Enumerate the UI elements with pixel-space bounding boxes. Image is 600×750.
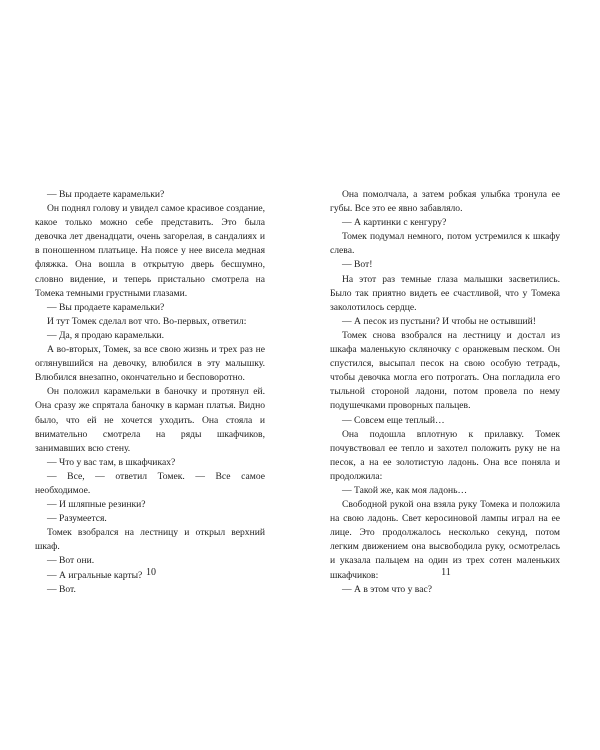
paragraph: Томек подумал немного, потом устремился к шкафу слева.: [330, 231, 560, 257]
paragraph: — Да, я продаю карамельки.: [47, 329, 165, 341]
paragraph: — И шляпные резинки?: [47, 499, 146, 511]
paragraph: — А игральные карты?: [47, 569, 143, 581]
paragraph: — Что у вас там, в шкафчиках?: [47, 456, 176, 468]
paragraph: — Совсем еще теплый…: [342, 414, 445, 426]
paragraph: Он положил карамельки в баночку и протянул ей. Она сразу же спрятала баночку в карман платья. Видно было, что ей не хочется уходить. Она стояла и внимательно смотрела на ряды шкафчиков, занимавших всю стену.: [35, 386, 265, 454]
page-number-right: 11: [441, 567, 451, 578]
paragraph: — Вот.: [47, 583, 76, 595]
paragraph: А во-вторых, Томек, за все свою жизнь и трех раз не оглянувшийся на девочку, влюбился в эту малышку. Влюбился внезапно, окончательно и бесповоротно.: [35, 344, 265, 384]
paragraph: — А в этом что у вас?: [342, 583, 432, 595]
paragraph: — Такой же, как моя ладонь…: [342, 484, 468, 496]
left-page: [35, 188, 265, 597]
paragraph: — Все, — ответил Томек. — Все самое необходимое.: [35, 470, 265, 496]
paragraph: Томек взобрался на лестницу и открыл верхний шкаф.: [35, 527, 265, 553]
paragraph: Он поднял голову и увидел самое красивое создание, какое только можно себе представить. Это была девочка лет двенадцати, очень загорелая, в сандалиях и в поношенном платьице. На поясе у нее висела медная фляжка. Она вошла в открытую дверь бесшумно, словно видение, и теперь пристально смотрела на Томека темными грустными глазами.: [35, 203, 265, 299]
page-number-left: 10: [146, 567, 156, 578]
paragraph: Она помолчала, а затем робкая улыбка тронула ее губы. Все это ее явно забавляло.: [330, 189, 560, 215]
paragraph: — Вы продаете карамельки?: [47, 301, 165, 313]
paragraph: — Вот!: [342, 259, 373, 271]
paragraph: — Вы продаете карамельки?: [47, 189, 165, 200]
right-page: [330, 188, 560, 597]
paragraph: Томек снова взобрался на лестницу и достал из шкафа маленькую скляночку с оранжевым песком. Он спустился, высыпал песок на свою особую тетрадь, чтобы девочка могла его потрогать. Она погладила его тыльной стороной ладони, потом провела по нему подушечками проворных пальцев.: [330, 329, 560, 412]
paragraph: — А картинки с кенгуру?: [342, 217, 447, 229]
paragraph: Она подошла вплотную к прилавку. Томек почувствовал ее тепло и захотел положить руку не на песок, а на ее золотистую ладонь. Она все поняла и продолжила:: [330, 428, 560, 482]
paragraph: — А песок из пустыни? И чтобы не остывший!: [342, 315, 536, 327]
paragraph: — Вот они.: [47, 555, 95, 567]
paragraph: — Разумеется.: [47, 513, 107, 525]
left-page-text: [35, 188, 265, 597]
paragraph: На этот раз темные глаза малышки засветились. Было так приятно видеть ее счастливой, что у Томека заколотилось сердце.: [330, 273, 560, 313]
paragraph: Свободной рукой она взяла руку Томека и положила на свою ладонь. Свет керосиновой лампы играл на ее лице. Это продолжалось несколько секунд, потом легким движением она высвободила руку, осмотрелась и указала пальцем на один из трех сотен маленьких шкафчиков:: [330, 499, 560, 581]
paragraph: И тут Томек сделал вот что. Во-первых, ответил:: [47, 315, 247, 327]
right-page-text: [330, 188, 560, 597]
